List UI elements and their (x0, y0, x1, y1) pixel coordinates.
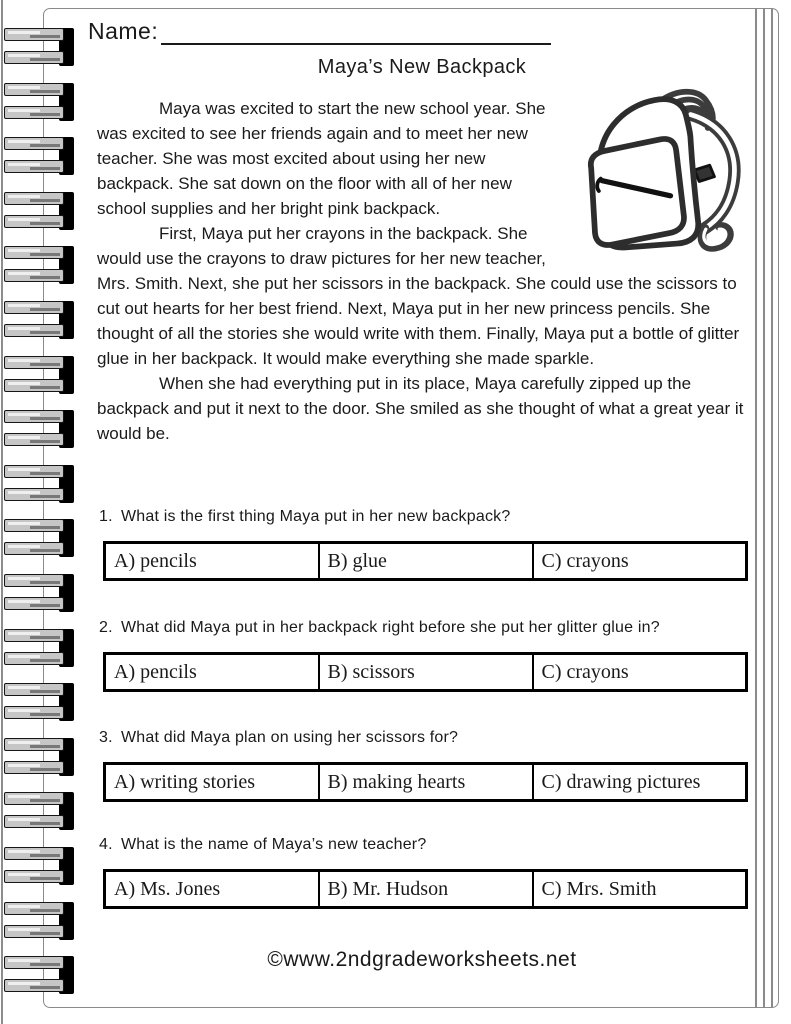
ring-bar (4, 215, 64, 228)
ring-bar (4, 246, 64, 259)
question-text-2 (99, 619, 747, 637)
ring-bar (4, 301, 64, 314)
page-stack-line (763, 9, 765, 1007)
answer-option-b[interactable]: B) scissors (319, 654, 533, 691)
name-fill-in-line[interactable] (161, 19, 551, 45)
ring-bar (4, 902, 64, 915)
spiral-binding (4, 0, 76, 1024)
spiral-ring (4, 738, 74, 776)
answer-option-a[interactable]: A) pencils (105, 543, 319, 580)
scan-edge (1, 0, 3, 1024)
ring-bar (4, 574, 64, 587)
ring-bar (4, 192, 64, 205)
spiral-ring (4, 629, 74, 667)
question-number: 1. (99, 508, 113, 525)
ring-bar (4, 683, 64, 696)
answer-option-a[interactable]: A) pencils (105, 654, 319, 691)
answer-table-2 (103, 652, 748, 692)
spiral-ring (4, 83, 74, 121)
question-text: What is the name of Maya’s new teacher? (121, 836, 427, 853)
answer-table-4 (103, 869, 748, 909)
spiral-ring (4, 683, 74, 721)
ring-bar (4, 597, 64, 610)
question-block-4 (97, 836, 747, 909)
ring-bar (4, 815, 64, 828)
question-text: What is the first thing Maya put in her new backpack? (121, 508, 511, 525)
backpack-icon (572, 84, 747, 256)
spiral-ring (4, 28, 74, 66)
answer-option-c[interactable]: C) drawing pictures (533, 764, 747, 801)
ring-bar (4, 652, 64, 665)
ring-bar (4, 738, 64, 751)
spiral-ring (4, 137, 74, 175)
ring-bar (4, 519, 64, 532)
spiral-ring (4, 902, 74, 940)
spiral-ring (4, 410, 74, 448)
answer-option-a[interactable]: A) writing stories (105, 764, 319, 801)
question-block-3 (97, 729, 747, 802)
question-number: 4. (99, 836, 113, 853)
worksheet-content (88, 0, 747, 1024)
ring-bar (4, 629, 64, 642)
spiral-ring (4, 465, 74, 503)
ring-bar (4, 28, 64, 41)
question-number: 2. (99, 619, 113, 636)
answer-option-b[interactable]: B) glue (319, 543, 533, 580)
spiral-ring (4, 574, 74, 612)
name-label: Name: (88, 18, 159, 44)
spiral-ring (4, 301, 74, 339)
ring-bar (4, 51, 64, 64)
passage-paragraph-3: When she had everything put in its place, Maya carefully zipped up the backpack and put it next to the door. She smiled as she thought of what a great year it would be. (97, 374, 744, 443)
table-row (105, 871, 747, 908)
answer-option-c[interactable]: C) Mrs. Smith (533, 871, 747, 908)
ring-bar (4, 83, 64, 96)
name-row (88, 18, 551, 45)
ring-bar (4, 465, 64, 478)
ring-bar (4, 269, 64, 282)
spiral-ring (4, 956, 74, 994)
spiral-ring (4, 519, 74, 557)
ring-bar (4, 925, 64, 938)
ring-bar (4, 542, 64, 555)
answer-option-a[interactable]: A) Ms. Jones (105, 871, 319, 908)
question-text: What did Maya plan on using her scissors for? (121, 729, 459, 746)
table-row (105, 543, 747, 580)
ring-bar (4, 488, 64, 501)
page-stack-line (755, 9, 757, 1007)
reading-passage (97, 96, 747, 446)
ring-bar (4, 956, 64, 969)
ring-bar (4, 160, 64, 173)
spiral-ring (4, 792, 74, 830)
question-number: 3. (99, 729, 113, 746)
ring-bar (4, 847, 64, 860)
ring-bar (4, 324, 64, 337)
table-row (105, 654, 747, 691)
question-block-1 (97, 508, 747, 581)
spiral-ring (4, 246, 74, 284)
question-block-2 (97, 619, 747, 692)
answer-option-c[interactable]: C) crayons (533, 543, 747, 580)
ring-bar (4, 870, 64, 883)
spiral-ring (4, 356, 74, 394)
question-text: What did Maya put in her backpack right before she put her glitter glue in? (121, 619, 660, 636)
ring-bar (4, 706, 64, 719)
ring-bar (4, 379, 64, 392)
ring-bar (4, 761, 64, 774)
ring-bar (4, 433, 64, 446)
answer-option-c[interactable]: C) crayons (533, 654, 747, 691)
page-stack-line (771, 9, 773, 1007)
page-title: Maya’s New Backpack (317, 56, 527, 78)
ring-bar (4, 356, 64, 369)
ring-bar (4, 410, 64, 423)
passage-paragraph-1: Maya was excited to start the new school year. She was excited to see her friends again and to meet her new teacher. She was most excited about using her new backpack. She sat down on the floor with all of her new school supplies and her bright pink backpack. (97, 99, 546, 218)
table-row (105, 764, 747, 801)
answer-table-1 (103, 541, 748, 581)
ring-bar (4, 106, 64, 119)
footer-website: ©www.2ndgradeworksheets.net (267, 948, 577, 971)
spiral-ring (4, 192, 74, 230)
answer-option-b[interactable]: B) making hearts (319, 764, 533, 801)
question-text-1 (99, 508, 747, 526)
spiral-ring (4, 847, 74, 885)
ring-bar (4, 792, 64, 805)
question-text-3 (99, 729, 747, 747)
ring-bar (4, 137, 64, 150)
passage-paragraph-2: First, Maya put her crayons in the backpack. She would use the crayons to draw pictures for her new teacher, Mrs. Smith. Next, she put her scissors in the backpack. She could use the scissors to cut out hearts for her best friend. Next, Maya put in her new princess pencils. She thought of all the stories she would write with them. Finally, Maya put a bottle of glitter glue in her backpack. It would make everything she made sparkle. (97, 224, 740, 368)
question-text-4 (99, 836, 747, 854)
answer-option-b[interactable]: B) Mr. Hudson (319, 871, 533, 908)
answer-table-3 (103, 762, 748, 802)
ring-bar (4, 979, 64, 992)
